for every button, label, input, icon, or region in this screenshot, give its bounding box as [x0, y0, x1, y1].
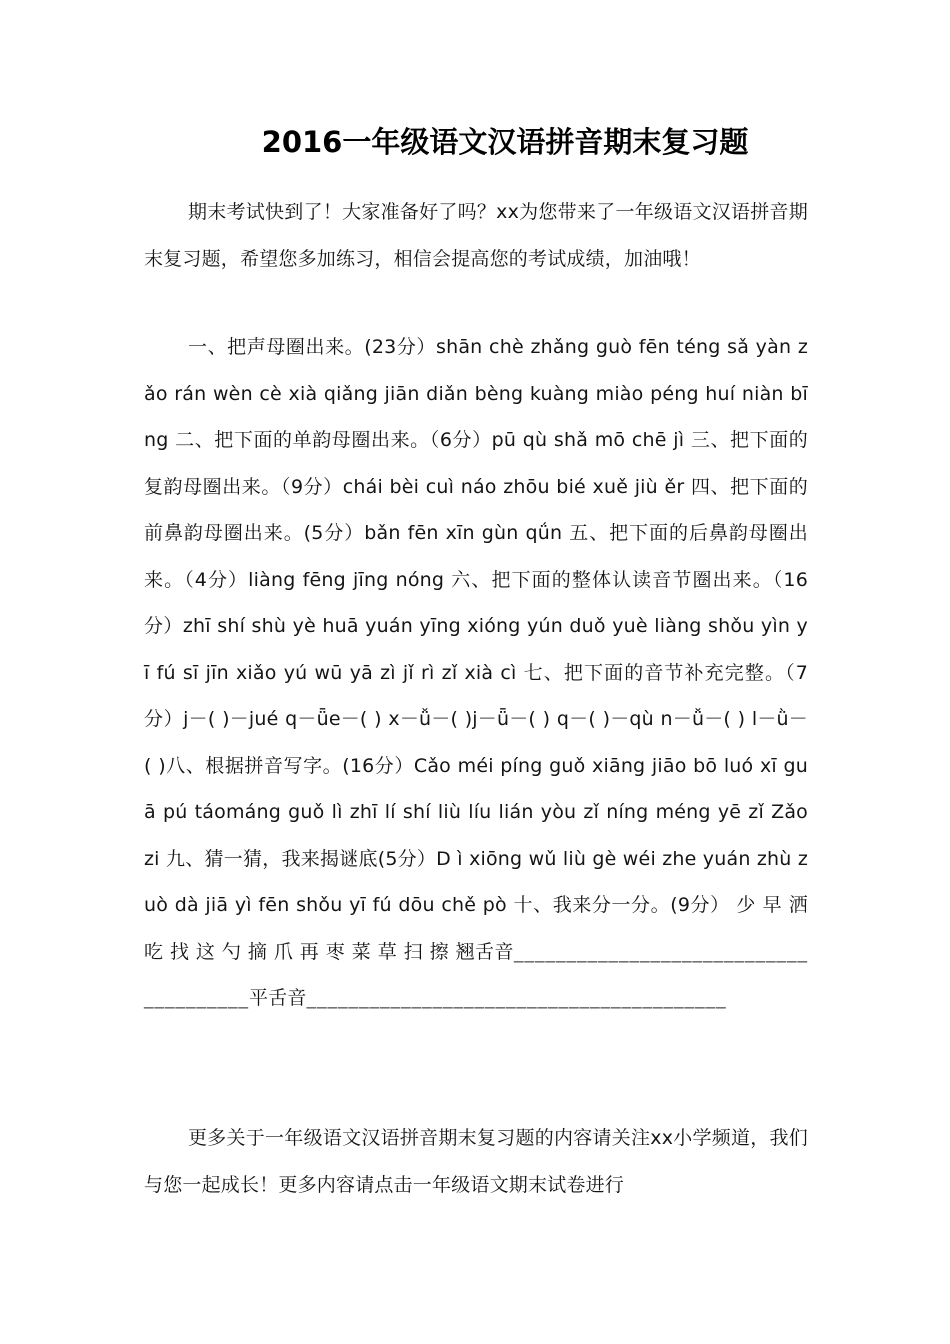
answer-blank-flat: ________________________________________ — [306, 987, 727, 1009]
footer-text: 更多关于一年级语文汉语拼音期末复习题的内容请关注xx小学频道，我们与您一起成长！更多内容请点击一年级语文期末试卷进行 — [144, 1127, 808, 1196]
footer-paragraph — [144, 1115, 808, 1208]
questions-text: 一、把声母圈出来。(23分）shān chè zhǎng guò fēn téng sǎ yàn zǎo rán wèn cè xià qiǎng jiān diǎn bèng kuàng miào péng huí niàn bīng 二、把下面的单韵母圈出来。（6分）pū qù shǎ mō chē jì 三、把下面的复韵母圈出来。（9分）chái bèi cuì náo zhōu bié xuě jiù ěr 四、把下面的前鼻韵母圈出来。(5分）bǎn fēn xīn gùn qǘn 五、把下面的后鼻韵母圈出来。（4分）liàng fēng jīng nóng 六、把下面的整体认读音节圈出来。（16分）zhī shí shù yè huā yuán yīng xióng yún duǒ yuè liàng shǒu yìn yī fú sī jīn xiǎo yú wū yā zì jǐ rì zǐ xià cì 七、把下面的音节补充完整。（7分）j－( )－jué q－ǖe－( ) x－ǚ－( )j－ǖ－( ) q－( )－qù n－ǚ－( ) l－ǜ－( )八、根据拼音写字。(16分）Cǎo méi píng guǒ xiāng jiāo bō luó xī guā pú táománg guǒ lì zhī lí shí liù líu lián yòu zǐ níng méng yē zǐ Zǎo zi 九、猜一猜，我来揭谜底(5分）D ì xiōng wǔ liù gè wéi zhe yuán zhù zuò dà jiā yì fēn shǒu yī fú dōu chě pò 十、我来分一分。(9分） 少 早 洒 吃 找 这 勺 摘 爪 再 枣 菜 草 扫 擦 翘舌音 — [144, 336, 808, 963]
questions-paragraph — [144, 324, 808, 1022]
document-title: 2016一年级语文汉语拼音期末复习题 — [261, 125, 749, 159]
intro-paragraph — [144, 189, 808, 282]
intro-text: 期末考试快到了！大家准备好了吗？xx为您带来了一年级语文汉语拼音期末复习题，希望您多加练习，相信会提高您的考试成绩，加油哦！ — [144, 201, 808, 270]
answer-blank-retroflex: ______________________________________ — [144, 940, 808, 1009]
label-flat-tongue: 平舌音 — [249, 987, 307, 1009]
